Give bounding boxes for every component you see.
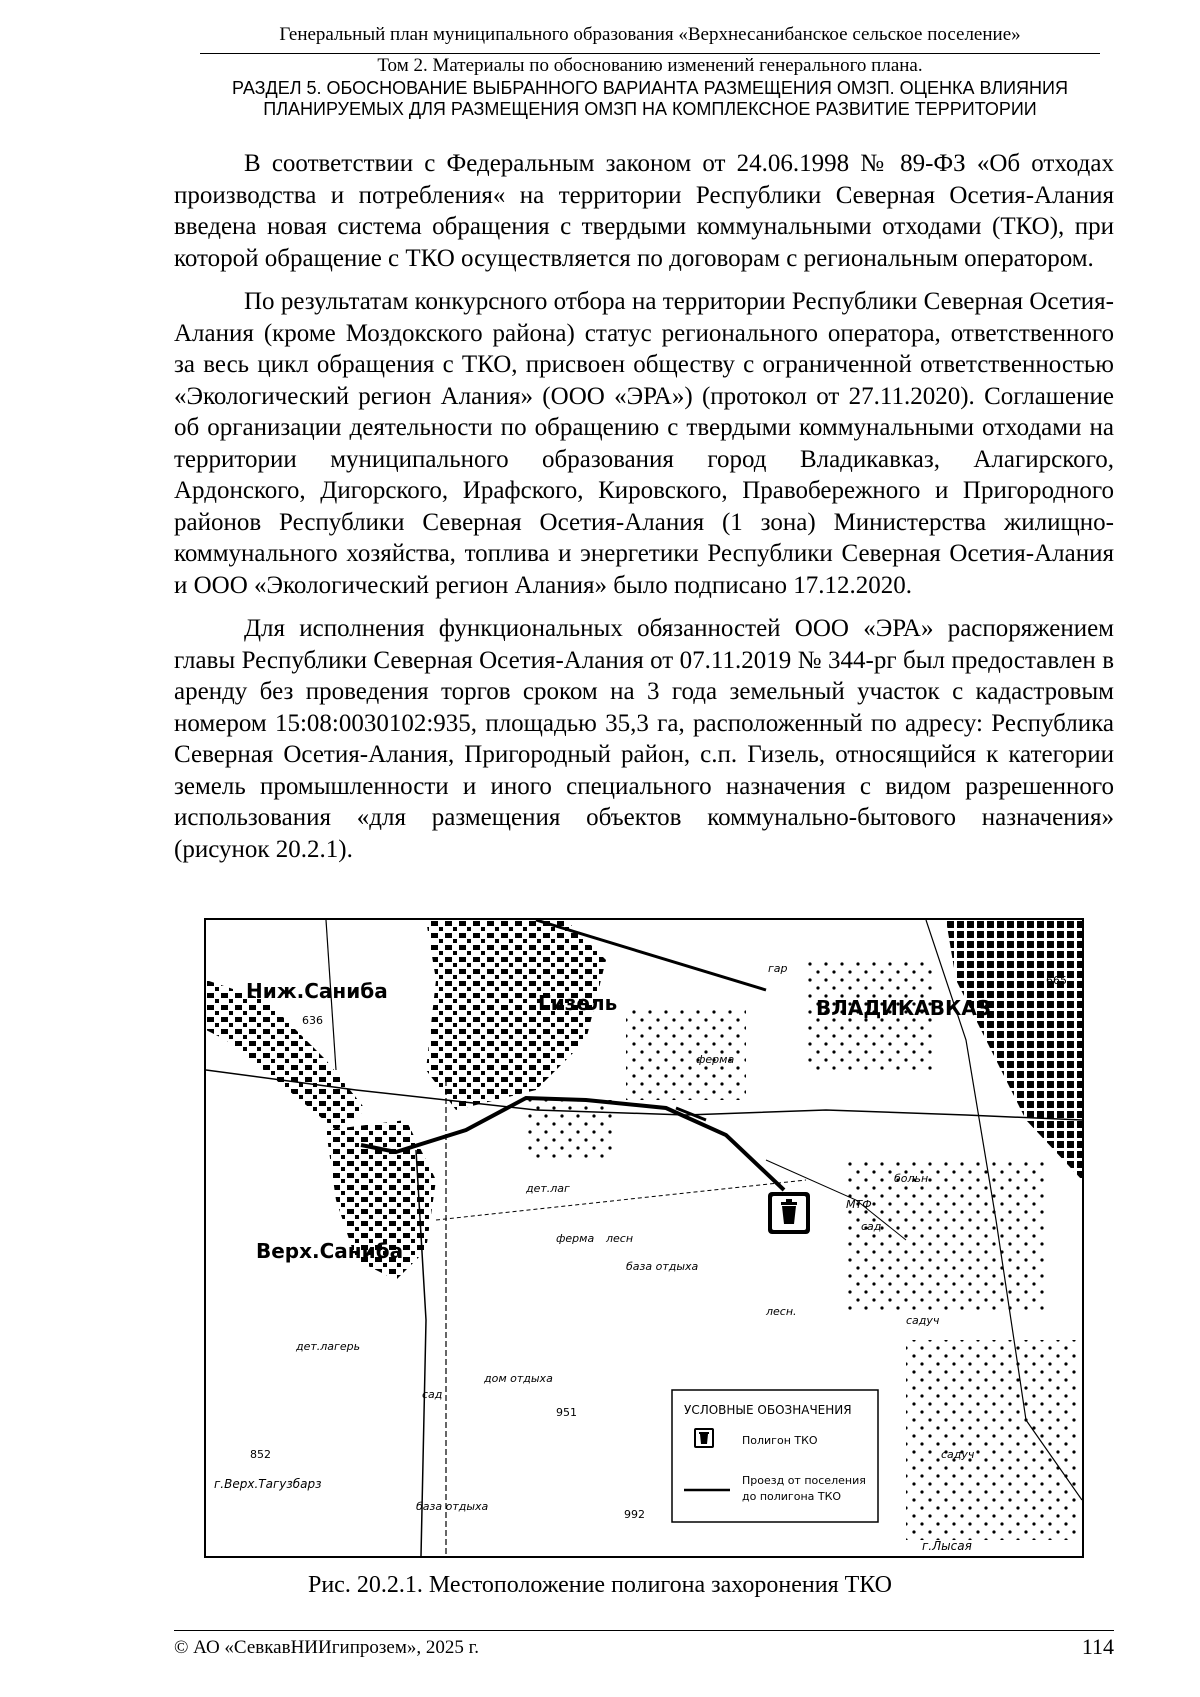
label-nizh-saniba: Ниж.Саниба [246,979,388,1003]
label-verkh-saniba: Верх.Саниба [256,1239,404,1263]
label-gora-tauzbarz: г.Верх.Тагузбарз [214,1477,322,1491]
label-boln: больн [894,1172,929,1185]
label-lesn: лесн. [766,1305,797,1318]
legend-trash-bin-icon [694,1428,714,1448]
label-les: лесн [606,1232,634,1245]
label-gora-lysaya: г.Лысая [922,1539,972,1553]
body-text [174,148,1114,877]
label-elev-992: 992 [624,1508,645,1521]
paragraph-3: Для исполнения функциональных обязанностей ООО «ЭРА» распоряжением главы Республики Северная Осетия-Алания от 07.11.2019 № 344-рг был предоставлен в аренду без проведения торгов сроком на 3 года земельный участок с кадастровым номером 15:08:0030102:935, площадью 35,3 га, расположенный по адресу: Республика Северная Осетия-Алания, Пригородный район, с.п. Гизель, относящийся к категории земель промышленности и иного специального назначения с видом разрешенного использования «для размещения объектов коммунально-бытового назначения» (рисунок 20.2.1). [174,615,1114,863]
page-number: 114 [1081,1634,1114,1659]
label-elev-665: 665 [1046,974,1067,987]
legend-road-1: Проезд от поселения [742,1474,866,1487]
location-map [204,918,1084,1558]
label-sad-1: сад [422,1388,443,1401]
label-baza-otdykha-1: база отдыха [626,1260,699,1273]
footer-rule [174,1630,1114,1631]
label-mtf: МТФ [846,1198,872,1211]
volume-title: Том 2. Материалы по обоснованию изменений генерального плана. [377,55,923,76]
label-det-lag: дет.лаг [526,1182,570,1195]
label-elev-852: 852 [250,1448,271,1461]
label-baza-otdykha-2: база отдыха [416,1500,489,1513]
legend-landfill: Полигон ТКО [742,1434,818,1447]
map-legend [672,1390,878,1522]
legend-road-2: до полигона ТКО [742,1490,842,1503]
legend-title: УСЛОВНЫЕ ОБОЗНАЧЕНИЯ [684,1403,852,1417]
label-ferma-1: ферма [696,1053,735,1066]
figure-caption: Рис. 20.2.1. Местоположение полигона захоронения ТКО [307,1572,893,1598]
label-det-lager: дет.лагерь [296,1340,361,1353]
section-title: РАЗДЕЛ 5. ОБОСНОВАНИЕ ВЫБРАННОГО ВАРИАНТА РАЗМЕЩЕНИЯ ОМЗП. ОЦЕНКА ВЛИЯНИЯ ПЛАНИРУЕМЫХ ДЛЯ РАЗМЕЩЕНИЯ ОМЗП НА КОМПЛЕКСНОЕ РАЗВИТИЕ ТЕРРИТОРИИ [232,78,1068,119]
label-sad-2: сад [861,1220,882,1233]
label-elev-636: 636 [302,1014,323,1027]
label-sad-4: садуч [941,1448,975,1461]
label-dom-otdykha: дом отдыха [484,1372,553,1385]
label-sad-3: садуч [906,1314,940,1327]
paragraph-2: По результатам конкурсного отбора на территории Республики Северная Осетия-Алания (кроме Моздокского района) статус регионального оператора, ответственного за весь цикл обращения с ТКО, присвоен обществу с ограниченной ответственностью «Экологический регион Алания» (ООО «ЭРА») (протокол от 27.11.2020). Соглашение об организации деятельности по обращению с твердыми коммунальными отходами на территории муниципального образования город Владикавказ, Алагирского, Ардонского, Дигорского, Ирафского, Кировского, Правобережного и Пригородного районов Республики Северная Осетия-Алания (1 зона) Министерства жилищно-коммунального хозяйства, топлива и энергетики Республики Северная Осетия-Алания и ООО «Экологический регион Алания» было подписано 17.12.2020. [174,288,1114,599]
trash-bin-icon [768,1192,810,1234]
header-rule [200,53,1100,54]
label-gizel: Гизель [538,991,618,1015]
city-vladikavkaz [946,920,1082,1180]
paragraph-1: В соответствии с Федеральным законом от 24.06.1998 № 89-ФЗ «Об отходах производства и потребления« на территории Республики Северная Осетия-Алания введена новая система обращения с твердыми коммунальными отходами (ТКО), при которой обращение с ТКО осуществляется по договорам с региональным оператором. [174,150,1114,272]
footer-copyright: © АО «СевкавНИИгипрозем», 2025 г. [174,1637,479,1658]
label-gar: гар [768,962,788,975]
plan-title: Генеральный план муниципального образования «Верхнесанибанское сельское поселение» [279,24,1021,45]
label-ferma-2: ферма [556,1232,595,1245]
label-elev-951: 951 [556,1406,577,1419]
settlement-gizel [426,920,606,1110]
label-vladikavkaz: ВЛАДИКАВКАЗ [816,996,991,1020]
